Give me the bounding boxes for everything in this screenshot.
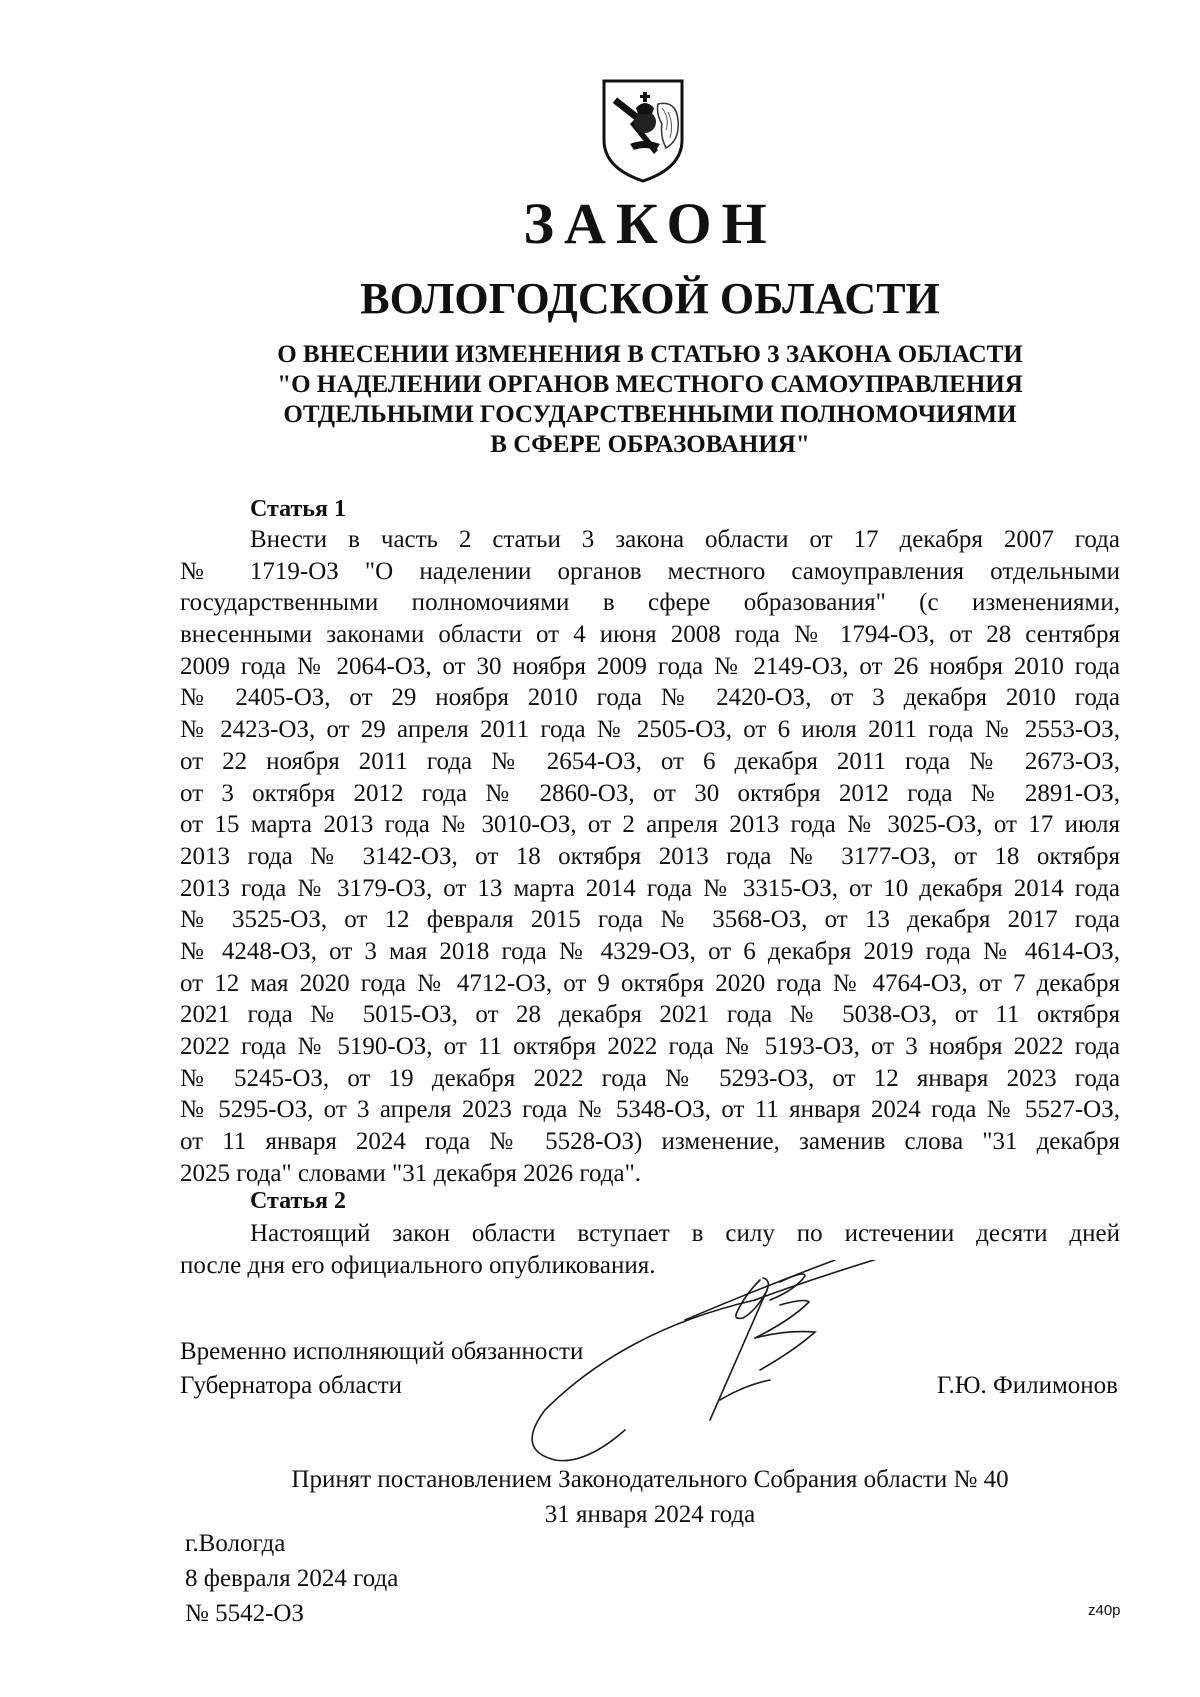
- text-line: № 5245-ОЗ, от 19 декабря 2022 года № 5293-ОЗ, от 12 января 2023 года: [180, 1064, 1120, 1092]
- text-line: внесенными законами области от 4 июня 2008 года № 1794-ОЗ, от 28 сентября: [180, 621, 1120, 649]
- text-line: Внести в часть 2 статьи 3 закона области от 17 декабря 2007 года: [250, 526, 1120, 553]
- subject-line: В СФЕРЕ ОБРАЗОВАНИЯ": [490, 431, 810, 458]
- region-title: ВОЛОГОДСКОЙ ОБЛАСТИ: [360, 274, 940, 323]
- article-2-title: Статья 2: [250, 1188, 346, 1214]
- subject-line: "О НАДЕЛЕНИИ ОРГАНОВ МЕСТНОГО САМОУПРАВЛЕНИЯ: [277, 371, 1023, 398]
- text-line: 2022 года № 5190-ОЗ, от 11 октября 2022 года № 5193-ОЗ, от 3 ноября 2022 года: [180, 1033, 1120, 1060]
- text-line: после дня его официального опубликования.: [180, 1251, 656, 1279]
- text-line: от 3 октября 2012 года № 2860-ОЗ, от 30 октября 2012 года № 2891-ОЗ,: [180, 779, 1120, 807]
- text-line: № 1719-ОЗ "О наделении органов местного самоуправления отдельными: [180, 557, 1120, 585]
- signatory-name: Г.Ю. Филимонов: [936, 1372, 1118, 1399]
- law-subject-title: [180, 340, 1120, 460]
- place-date-block: [185, 1526, 398, 1631]
- text-line: Настоящий закон области вступает в силу по истечении десяти дней: [250, 1220, 1120, 1247]
- article-1-body: [180, 524, 1120, 1189]
- law-number: № 5542-ОЗ: [185, 1600, 305, 1627]
- adoption-date: 31 января 2024 года: [544, 1501, 756, 1528]
- position-line: Временно исполняющий обязанности: [180, 1338, 584, 1365]
- text-line: № 2423-ОЗ, от 29 апреля 2011 года № 2505-ОЗ, от 6 июля 2011 года № 2553-ОЗ,: [180, 716, 1120, 744]
- text-line: 2021 года № 5015-ОЗ, от 28 декабря 2021 года № 5038-ОЗ, от 11 октября: [180, 1001, 1120, 1029]
- handwritten-signature-icon: [505, 1260, 905, 1475]
- text-line: от 11 января 2024 года № 5528-ОЗ) изменение, заменив слова "31 декабря: [180, 1128, 1120, 1156]
- signing-date: 8 февраля 2024 года: [185, 1565, 399, 1592]
- city: г.Вологда: [185, 1530, 286, 1557]
- subject-line: О ВНЕСЕНИИ ИЗМЕНЕНИЯ В СТАТЬЮ 3 ЗАКОНА ОБЛАСТИ: [277, 341, 1023, 368]
- text-line: 2013 года № 3179-ОЗ, от 13 марта 2014 года № 3315-ОЗ, от 10 декабря 2014 года: [180, 874, 1120, 902]
- adoption-line: Принят постановлением Законодательного Собрания области № 40: [291, 1466, 1009, 1493]
- footer-code: z40p: [1088, 1602, 1121, 1619]
- text-line: № 4248-ОЗ, от 3 мая 2018 года № 4329-ОЗ, от 6 декабря 2019 года № 4614-ОЗ,: [180, 937, 1120, 965]
- adoption-note: [180, 1462, 1120, 1532]
- text-line: № 2405-ОЗ, от 29 ноября 2010 года № 2420-ОЗ, от 3 декабря 2010 года: [180, 684, 1120, 712]
- subject-line: ОТДЕЛЬНЫМИ ГОСУДАРСТВЕННЫМИ ПОЛНОМОЧИЯМИ: [283, 401, 1017, 428]
- text-line: государственными полномочиями в сфере образования" (с изменениями,: [180, 589, 1120, 617]
- text-line: от 12 мая 2020 года № 4712-ОЗ, от 9 октября 2020 года № 4764-ОЗ, от 7 декабря: [180, 969, 1120, 997]
- vologda-coat-of-arms-icon: [600, 78, 686, 184]
- text-line: от 15 марта 2013 года № 3010-ОЗ, от 2 апреля 2013 года № 3025-ОЗ, от 17 июля: [180, 811, 1120, 839]
- article-1-title: Статья 1: [250, 496, 346, 522]
- text-line: 2009 года № 2064-ОЗ, от 30 ноября 2009 года № 2149-ОЗ, от 26 ноября 2010 года: [180, 652, 1120, 680]
- text-line: от 22 ноября 2011 года № 2654-ОЗ, от 6 декабря 2011 года № 2673-ОЗ,: [180, 747, 1120, 775]
- document-type-title: ЗАКОН: [523, 191, 777, 256]
- text-line: № 3525-ОЗ, от 12 февраля 2015 года № 3568-ОЗ, от 13 декабря 2017 года: [180, 906, 1120, 934]
- position-line: Губернатора области: [180, 1372, 402, 1399]
- text-line: № 5295-ОЗ, от 3 апреля 2023 года № 5348-ОЗ, от 11 января 2024 года № 5527-ОЗ,: [180, 1096, 1120, 1124]
- text-line: 2025 года" словами "31 декабря 2026 года".: [180, 1159, 642, 1187]
- text-line: 2013 года № 3142-ОЗ, от 18 октября 2013 года № 3177-ОЗ, от 18 октября: [180, 842, 1120, 870]
